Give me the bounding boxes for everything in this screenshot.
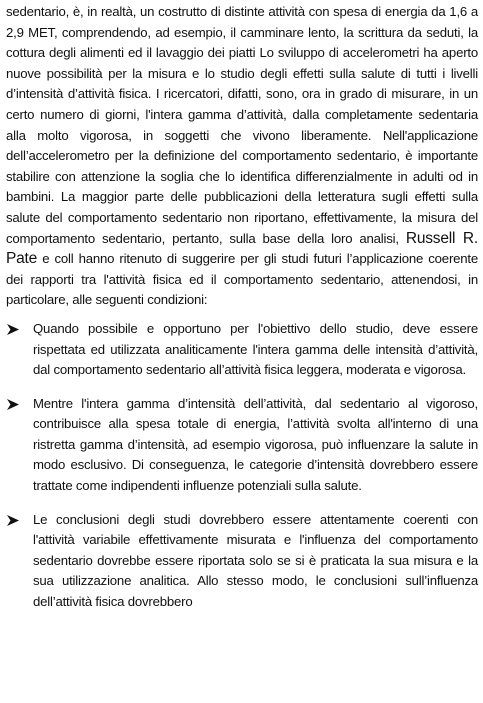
author-name: Russell R. Pate bbox=[6, 229, 478, 268]
list-item-text: Quando possibile e opportuno per l'obiettivo dello studio, deve essere rispettata ed utilizzata analiticamente l'intera gamma delle intensità d’attività, dal comportamento sedentario all’attività fisica leggera, moderata e vigorosa. bbox=[33, 320, 478, 378]
arrowhead-bullet-icon bbox=[7, 324, 19, 335]
document-page bbox=[6, 2, 478, 626]
paragraph-text-after-author: e coll hanno ritenuto di suggerire per gli studi futuri l’applicazione coerente dei rapporti tra l'attività fisica ed il comportamento sedentario, attenendosi, in particolare, alle seguenti condizioni: bbox=[6, 251, 479, 308]
list-item-text: Le conclusioni degli studi dovrebbero essere attentamente coerenti con l'attività variabile effettivamente misurata e l'influenza del comportamento sedentario dovrebbe essere riportata solo se si è praticata la sua misura e la sua utilizzazione analitica. Allo stesso modo, le conclusioni sull’influenza dell’attività fisica dovrebbero bbox=[33, 511, 478, 610]
list-item-text: Mentre l'intera gamma d’intensità dell’attività, dal sedentario al vigoroso, contribuisce alla spesa totale di energia, l’attività svolta all'interno di una ristretta gamma d’intensità, ad esempio vigorosa, può influenzare la salute in modo esclusivo. Di conseguenza, le categorie d’intensità dovrebbero essere trattate come indipendenti influenze potenziali sulla salute. bbox=[33, 395, 478, 494]
arrowhead-bullet-icon bbox=[7, 515, 19, 526]
conditions-list bbox=[6, 319, 478, 613]
arrowhead-bullet-icon bbox=[7, 399, 19, 410]
body-paragraph bbox=[6, 2, 478, 311]
list-item bbox=[6, 319, 478, 381]
list-item bbox=[6, 510, 478, 613]
paragraph-text-before-author: sedentario, è, in realtà, un costrutto di distinte attività con spesa di energia da 1,6 a 2,9 MET, comprendendo, ad esempio, il camminare lento, la scrittura da seduti, la cottura degli alimenti ed il lavaggio dei piatti Lo sviluppo di accelerometri ha aperto nuove possibilità per la misura e lo studio degli effetti sulla salute di tutti i livelli d’intensità d’attività fisica. I ricercatori, difatti, sono, ora in grado di misurare, in un certo numero di giorni, l'intera gamma d’attività, dalla completamente sedentaria alla molto vigorosa, in soggetti che vivono liberamente. Nell'applicazione dell’accelerometro per la definizione del comportamento sedentario, è importante stabilire con attenzione la soglia che lo identifica differenzialmente in adulti od in bambini. La maggior parte delle pubblicazioni della letteratura sugli effetti sulla salute del comportamento sedentario non riportano, effettivamente, la misura del comportamento sedentario, pertanto, sulla base della loro analisi, bbox=[6, 4, 478, 246]
list-item bbox=[6, 394, 478, 497]
